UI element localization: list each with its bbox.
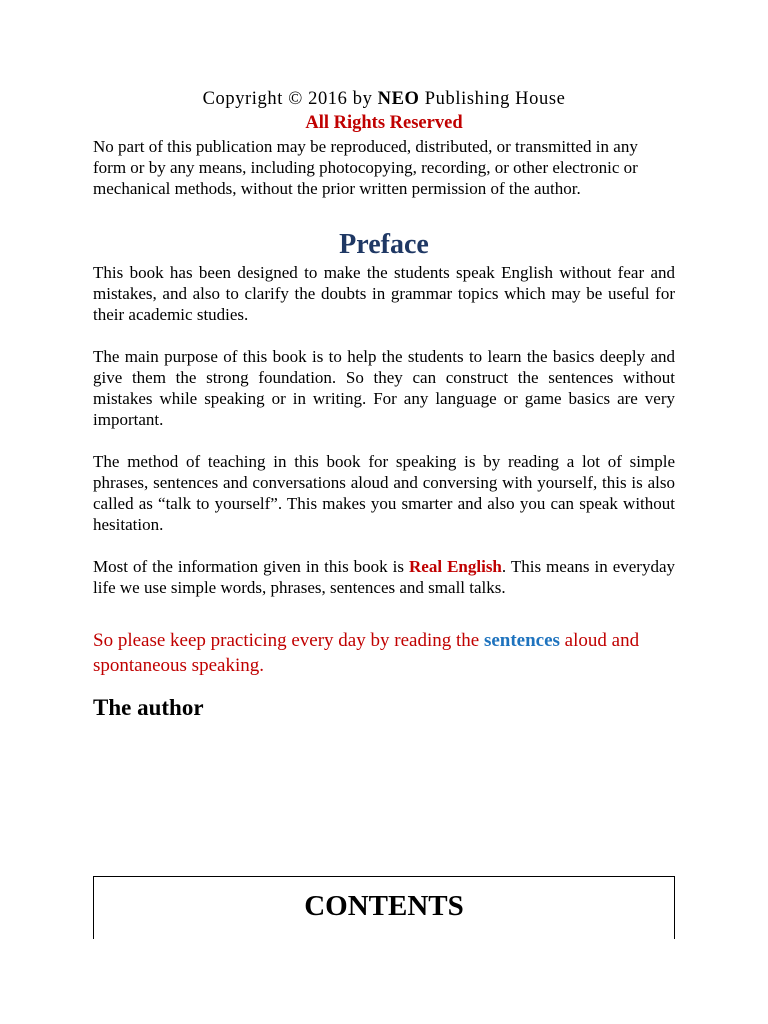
paragraph-4-text-start: Most of the information given in this book is xyxy=(93,557,410,576)
preface-paragraph-1: This book has been designed to make the students speak English without fear and mistakes, and also to clarify the doubts in grammar topics which may be useful for their academic studies. xyxy=(93,263,675,324)
preface-paragraph-3: The method of teaching in this book for speaking is by reading a lot of simple phrases, sentences and conversations aloud and conversing with yourself, this is also called as “talk to yourself”. This makes you smarter and also you can speak without hesitation. xyxy=(93,452,675,534)
copyright-prefix: Copyright © 2016 by xyxy=(202,89,378,109)
copyright-notice: No part of this publication may be reproduced, distributed, or transmitted in any form or by any means, including photocopying, recording, or other electronic or mechanical methods, without the prior written permission of the author. xyxy=(93,137,638,198)
copyright-suffix: Publishing House xyxy=(419,89,566,109)
document-page xyxy=(93,86,675,723)
author-signature: The author xyxy=(93,695,204,720)
sentences-highlight: sentences xyxy=(483,630,560,651)
contents-title: CONTENTS xyxy=(304,890,464,922)
preface-paragraph-4 xyxy=(93,556,675,598)
preface-paragraph-2: The main purpose of this book is to help the students to learn the basics deeply and give them the strong foundation. So they can construct the sentences without mistakes while speaking or in writing. For any language or game basics are very important. xyxy=(93,347,675,429)
closing-message xyxy=(93,628,675,678)
closing-text-start: So please keep practicing every day by reading the xyxy=(93,630,484,651)
all-rights-reserved: All Rights Reserved xyxy=(305,113,463,133)
contents-box xyxy=(93,876,675,939)
copyright-line xyxy=(93,86,675,112)
preface-title: Preface xyxy=(339,229,429,260)
publisher-brand: NEO xyxy=(377,89,420,109)
closing-text-end: aloud and spontaneous speaking. xyxy=(93,630,640,676)
real-english-highlight: Real English xyxy=(409,557,502,576)
paragraph-4-text-end: . This means in everyday life we use simple words, phrases, sentences and small talks. xyxy=(93,557,675,597)
